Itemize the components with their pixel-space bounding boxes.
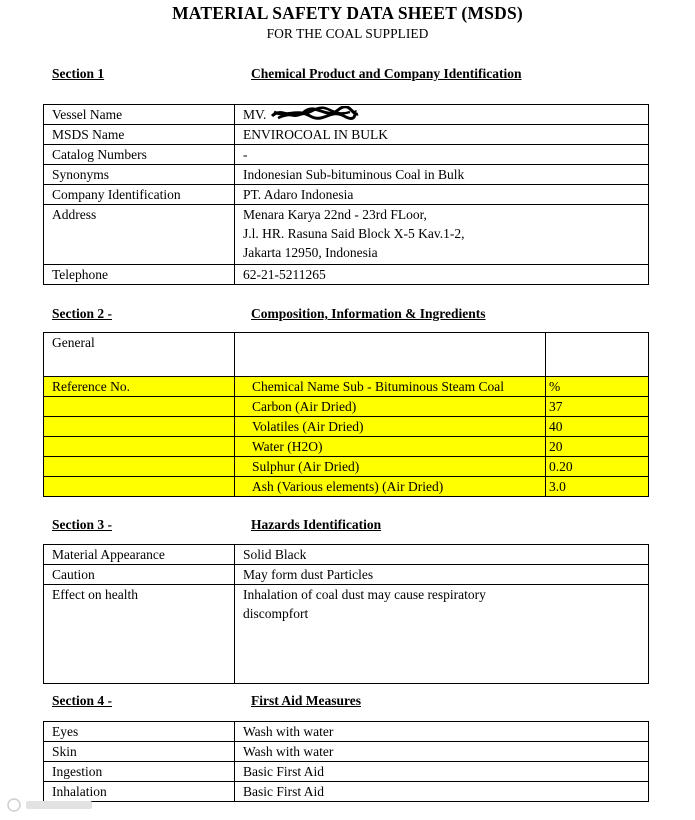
table-row <box>44 165 649 185</box>
table-row <box>44 265 649 285</box>
ingredient-percent: 3.0 <box>546 477 649 497</box>
document-subtitle: FOR THE COAL SUPPLIED <box>266 26 429 41</box>
table-row <box>44 333 649 377</box>
ingredient-percent: 20 <box>546 437 649 457</box>
effect-on-health-label: Effect on health <box>44 585 235 684</box>
document-title: MATERIAL SAFETY DATA SHEET (MSDS) <box>172 3 523 23</box>
reference-no-header: Reference No. <box>44 377 235 397</box>
ingestion-value: Basic First Aid <box>235 762 649 782</box>
reference-cell <box>44 417 235 437</box>
section-2-number: Section 2 - <box>52 306 112 321</box>
msds-name-value: ENVIROCOAL IN BULK <box>235 125 649 145</box>
section-3-number: Section 3 - <box>52 517 112 532</box>
ingestion-label: Ingestion <box>44 762 235 782</box>
table-row <box>44 457 649 477</box>
percent-header: % <box>546 377 649 397</box>
ingredient-name: Carbon (Air Dried) <box>235 397 546 417</box>
effect-line-2: discompfort <box>243 606 309 621</box>
general-label: General <box>44 333 235 377</box>
caution-value: May form dust Particles <box>235 565 649 585</box>
table-row <box>44 125 649 145</box>
synonyms-value: Indonesian Sub-bituminous Coal in Bulk <box>235 165 649 185</box>
ingredient-percent: 40 <box>546 417 649 437</box>
chemical-name-header: Chemical Name Sub - Bituminous Steam Coal <box>235 377 546 397</box>
table-row <box>44 762 649 782</box>
telephone-value: 62-21-5211265 <box>235 265 649 285</box>
reference-cell <box>44 457 235 477</box>
ingredient-name: Sulphur (Air Dried) <box>235 457 546 477</box>
inhalation-label: Inhalation <box>44 782 235 802</box>
section-4-table <box>43 721 649 802</box>
table-row <box>44 185 649 205</box>
effect-line-1: Inhalation of coal dust may cause respiratory <box>243 587 486 602</box>
table-row <box>44 205 649 265</box>
section-2-title: Composition, Information & Ingredients <box>251 306 486 321</box>
company-identification-label: Company Identification <box>44 185 235 205</box>
address-line-2: J.l. HR. Rasuna Said Block X-5 Kav.1-2, <box>243 226 465 241</box>
vessel-name-text: MV. <box>243 107 267 122</box>
general-empty-cell <box>235 333 546 377</box>
table-row <box>44 397 649 417</box>
eyes-label: Eyes <box>44 722 235 742</box>
address-line-1: Menara Karya 22nd - 23rd FLoor, <box>243 207 427 222</box>
reference-cell <box>44 477 235 497</box>
address-label: Address <box>44 205 235 265</box>
material-appearance-value: Solid Black <box>235 545 649 565</box>
table-row <box>44 477 649 497</box>
table-row <box>44 145 649 165</box>
company-identification-value: PT. Adaro Indonesia <box>235 185 649 205</box>
skin-label: Skin <box>44 742 235 762</box>
ingredient-percent: 37 <box>546 397 649 417</box>
section-2-table <box>43 332 649 497</box>
vessel-name-value <box>235 105 649 125</box>
section-4-number: Section 4 - <box>52 693 112 708</box>
section-1-number: Section 1 <box>52 66 105 81</box>
eyes-value: Wash with water <box>235 722 649 742</box>
reference-cell <box>44 437 235 457</box>
section-3-title: Hazards Identification <box>251 517 382 532</box>
section-1-table <box>43 104 649 285</box>
table-header-row <box>44 377 649 397</box>
table-row <box>44 585 649 684</box>
table-row <box>44 742 649 762</box>
section-4-title: First Aid Measures <box>251 693 361 708</box>
table-row <box>44 545 649 565</box>
effect-on-health-value <box>235 585 649 684</box>
redaction-scribble-icon <box>270 106 360 122</box>
table-row <box>44 417 649 437</box>
table-row <box>44 782 649 802</box>
inhalation-value: Basic First Aid <box>235 782 649 802</box>
table-row <box>44 437 649 457</box>
address-line-3: Jakarta 12950, Indonesia <box>243 245 378 260</box>
section-3-table <box>43 544 649 684</box>
caution-label: Caution <box>44 565 235 585</box>
catalog-numbers-value: - <box>235 145 649 165</box>
material-appearance-label: Material Appearance <box>44 545 235 565</box>
ingredient-name: Ash (Various elements) (Air Dried) <box>235 477 546 497</box>
telephone-label: Telephone <box>44 265 235 285</box>
table-row <box>44 722 649 742</box>
ingredient-percent: 0.20 <box>546 457 649 477</box>
vessel-name-label: Vessel Name <box>44 105 235 125</box>
ingredient-name: Water (H2O) <box>235 437 546 457</box>
synonyms-label: Synonyms <box>44 165 235 185</box>
table-row <box>44 105 649 125</box>
table-row <box>44 565 649 585</box>
address-value <box>235 205 649 265</box>
skin-value: Wash with water <box>235 742 649 762</box>
reference-cell <box>44 397 235 417</box>
ingredient-name: Volatiles (Air Dried) <box>235 417 546 437</box>
catalog-numbers-label: Catalog Numbers <box>44 145 235 165</box>
watermark-logo-icon <box>6 796 96 814</box>
general-empty-cell <box>546 333 649 377</box>
section-1-title: Chemical Product and Company Identification <box>251 66 522 81</box>
msds-name-label: MSDS Name <box>44 125 235 145</box>
